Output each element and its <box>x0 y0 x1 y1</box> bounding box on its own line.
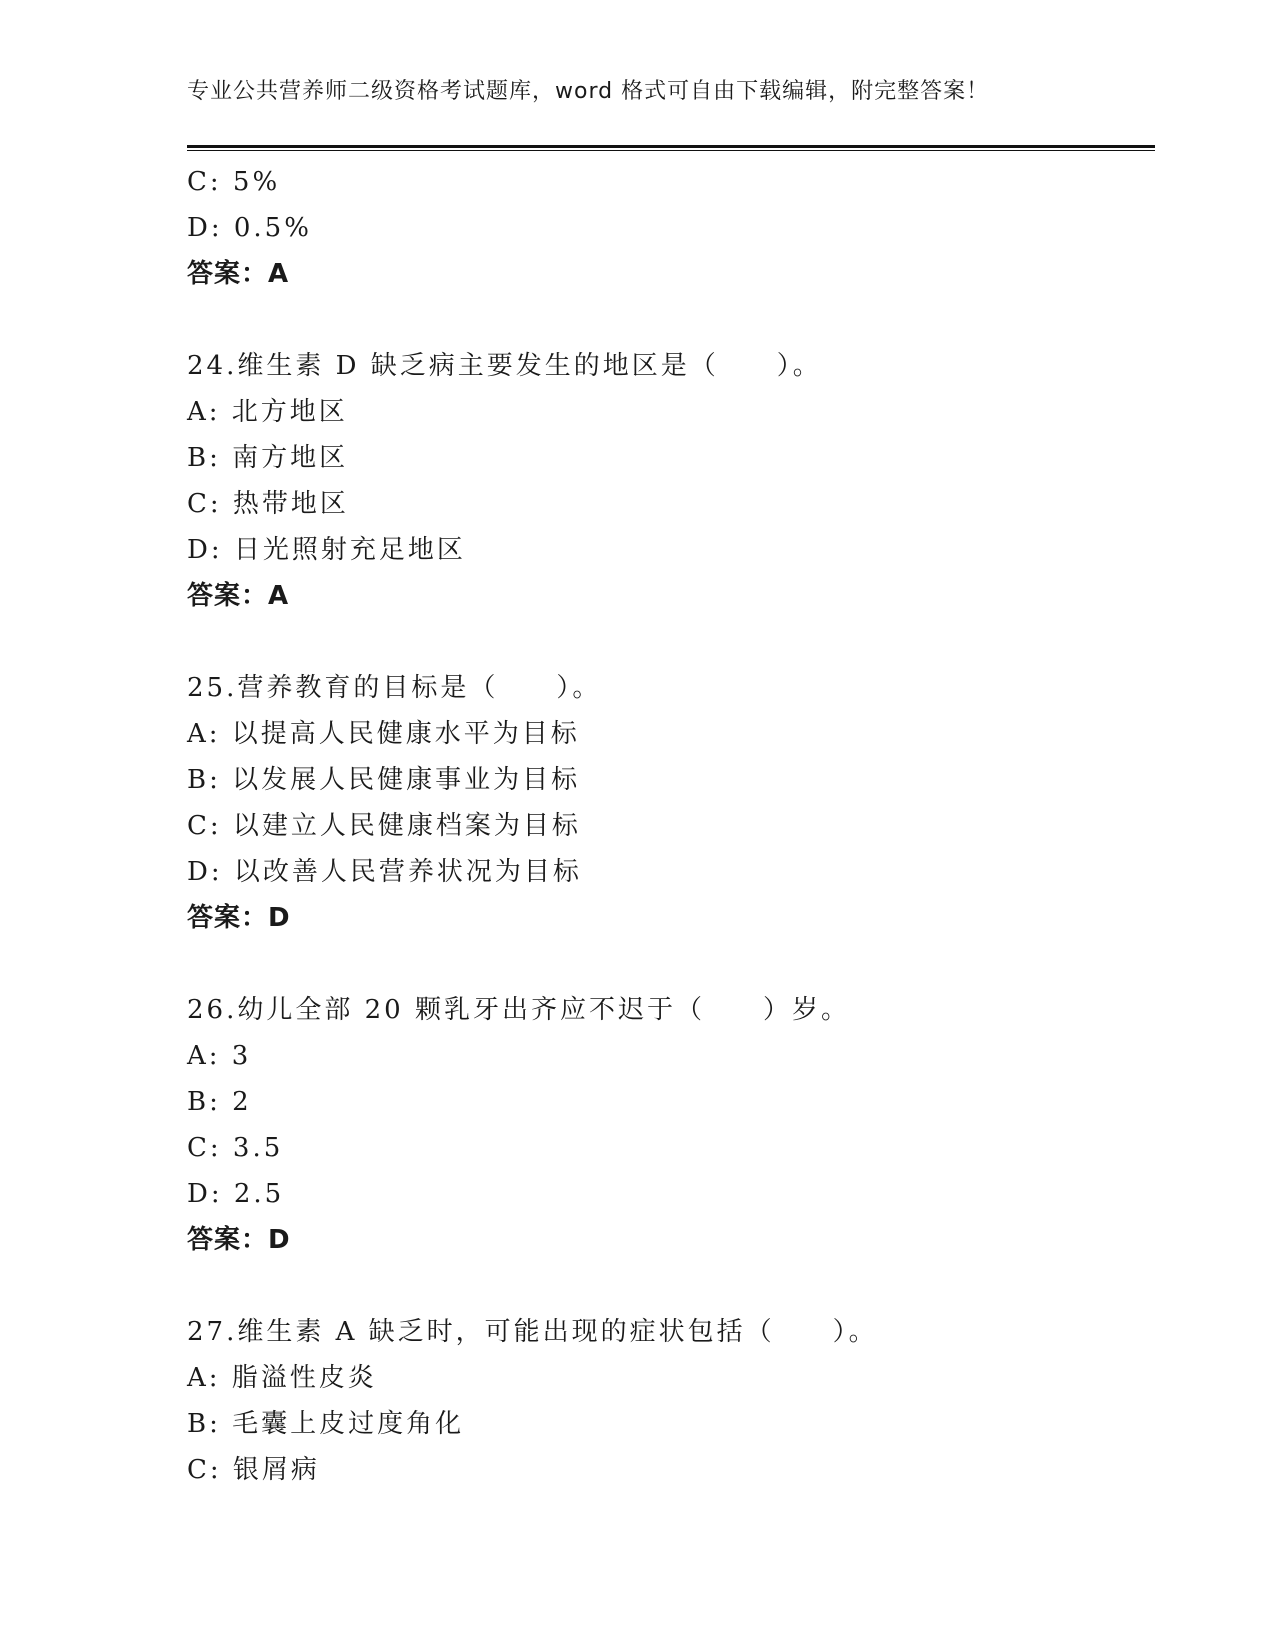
option-b: B: 南方地区 <box>187 443 349 473</box>
option-a: A: 3 <box>187 1041 252 1071</box>
option-b: B: 毛囊上皮过度角化 <box>187 1409 465 1439</box>
question-block-25 <box>187 665 1147 941</box>
answer-line: 答案：A <box>187 259 290 289</box>
question-list <box>187 159 1147 1493</box>
option-c: C: 热带地区 <box>187 489 349 519</box>
spacer <box>187 941 1147 987</box>
spacer <box>187 1263 1147 1309</box>
option-b: B: 2 <box>187 1087 252 1117</box>
option-d: D: 2.5 <box>187 1179 285 1209</box>
option-d: D: 0.5% <box>187 213 312 243</box>
option-a: A: 以提高人民健康水平为目标 <box>187 719 580 749</box>
question-stem: 25.营养教育的目标是（ ）。 <box>187 673 602 703</box>
question-stem: 27.维生素 A 缺乏时，可能出现的症状包括（ ）。 <box>187 1317 878 1347</box>
spacer <box>187 297 1147 343</box>
option-a: A: 北方地区 <box>187 397 348 427</box>
question-stem: 26.幼儿全部 20 颗乳牙出齐应不迟于（ ）岁。 <box>187 995 850 1025</box>
question-block-23 <box>187 159 1147 297</box>
answer-line: 答案：A <box>187 581 290 611</box>
question-block-27 <box>187 1309 1147 1493</box>
header-divider-thin <box>187 150 1155 151</box>
question-block-24 <box>187 343 1147 619</box>
header-divider-thick <box>187 145 1155 148</box>
option-d: D: 以改善人民营养状况为目标 <box>187 857 582 887</box>
option-a: A: 脂溢性皮炎 <box>187 1363 377 1393</box>
header-divider <box>187 145 1155 151</box>
question-stem: 24.维生素 D 缺乏病主要发生的地区是（ ）。 <box>187 351 822 381</box>
option-c: C: 以建立人民健康档案为目标 <box>187 811 581 841</box>
answer-line: 答案：D <box>187 1225 291 1255</box>
option-d: D: 日光照射充足地区 <box>187 535 466 565</box>
option-b: B: 以发展人民健康事业为目标 <box>187 765 581 795</box>
option-c: C: 3.5 <box>187 1133 284 1163</box>
option-c: C: 5% <box>187 167 281 197</box>
spacer <box>187 619 1147 665</box>
option-c: C: 银屑病 <box>187 1455 320 1485</box>
page-header: 专业公共营养师二级资格考试题库，word 格式可自由下载编辑，附完整答案！ <box>187 79 990 104</box>
answer-line: 答案：D <box>187 903 291 933</box>
question-block-26 <box>187 987 1147 1263</box>
